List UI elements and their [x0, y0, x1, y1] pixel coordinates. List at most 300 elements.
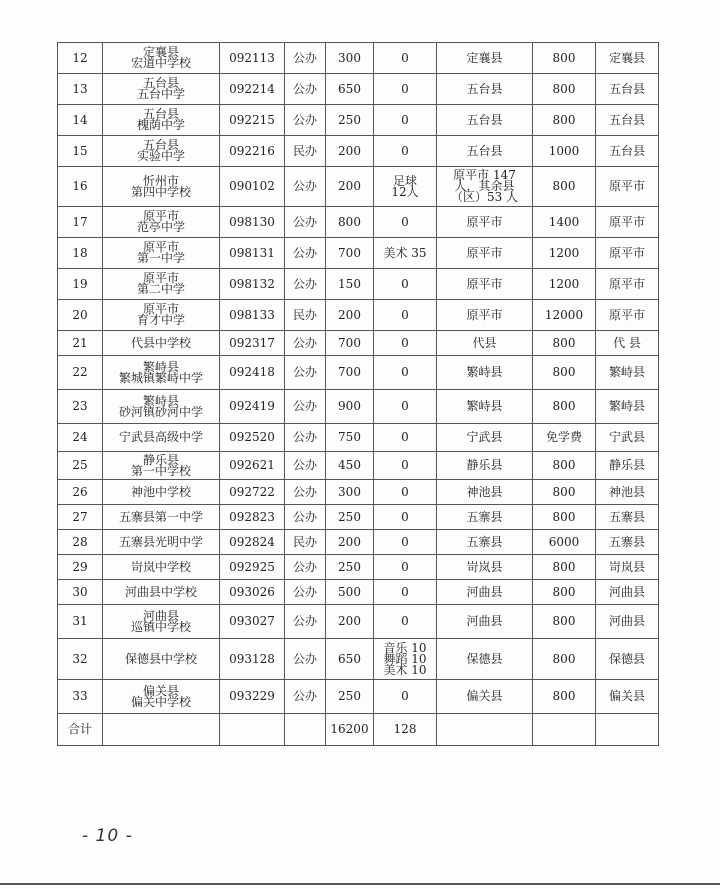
cell-line: 0 — [401, 81, 409, 96]
cell-line: 静乐县 — [466, 458, 503, 472]
cell-area — [437, 269, 533, 300]
cell-county: 原平市 — [596, 269, 659, 300]
cell-line: 0 — [401, 689, 409, 703]
cell-code: 092824 — [220, 530, 285, 555]
cell-county: 保德县 — [596, 639, 659, 680]
cell-line: 巡镇中学校 — [130, 619, 191, 634]
cell-county: 五台县 — [596, 74, 659, 105]
cell-school — [103, 136, 220, 167]
table-row — [58, 480, 659, 505]
cell-no: 17 — [58, 207, 103, 238]
cell-school — [103, 207, 220, 238]
cell-county: 宁武县 — [596, 424, 659, 452]
cell-code: 092419 — [220, 390, 285, 424]
cell-no: 31 — [58, 605, 103, 639]
cell-area — [437, 680, 533, 714]
cell-code: 098130 — [220, 207, 285, 238]
cell-line: 繁峙县 — [142, 393, 179, 408]
cell-fee: 免学费 — [533, 424, 596, 452]
cell-code: 092317 — [220, 331, 285, 356]
cell-special — [374, 639, 437, 680]
cell-line: 槐荫中学 — [136, 118, 185, 132]
cell-special — [374, 505, 437, 530]
cell-special — [374, 136, 437, 167]
cell-area — [437, 356, 533, 390]
cell-plan: 900 — [326, 390, 374, 424]
cell-fee: 800 — [533, 680, 596, 714]
cell-line: 音乐 10 — [383, 640, 427, 655]
table-row — [58, 356, 659, 390]
cell-code: 093027 — [220, 605, 285, 639]
table-row — [58, 105, 659, 136]
cell-line: 12人 — [391, 184, 419, 199]
cell-plan: 250 — [326, 555, 374, 580]
cell-school — [103, 555, 220, 580]
cell-fee: 1200 — [533, 269, 596, 300]
cell-line: 宏道中学校 — [130, 56, 191, 70]
cell-code: 092722 — [220, 480, 285, 505]
cell-special — [374, 580, 437, 605]
cell-code: 098133 — [220, 300, 285, 331]
cell-fee: 800 — [533, 105, 596, 136]
cell-line: 原平市 — [142, 209, 179, 223]
cell-fee: 800 — [533, 43, 596, 74]
cell-line: 舞蹈 10 — [383, 651, 427, 666]
bottom-rule — [0, 883, 720, 885]
cell-special — [374, 605, 437, 639]
cell-line: 宁武县高级中学 — [118, 430, 203, 444]
cell-county: 河曲县 — [596, 605, 659, 639]
cell-code: 098131 — [220, 238, 285, 269]
cell-line: 0 — [401, 458, 409, 472]
cell-line: 河曲县 — [466, 614, 503, 628]
cell-no: 21 — [58, 331, 103, 356]
cell-county: 五寨县 — [596, 530, 659, 555]
cell-school — [103, 167, 220, 207]
cell-county: 原平市 — [596, 238, 659, 269]
total-plan: 16200 — [326, 714, 374, 746]
cell-special — [374, 300, 437, 331]
cell-county: 五台县 — [596, 105, 659, 136]
cell-school — [103, 424, 220, 452]
cell-no: 32 — [58, 639, 103, 680]
cell-line: 0 — [401, 534, 409, 549]
table-row — [58, 43, 659, 74]
cell-code: 092215 — [220, 105, 285, 136]
cell-school — [103, 269, 220, 300]
cell-no: 29 — [58, 555, 103, 580]
cell-line: 砂河镇砂河中学 — [118, 404, 203, 419]
cell-type: 公办 — [285, 605, 326, 639]
table-row — [58, 207, 659, 238]
total-empty-cell — [285, 714, 326, 746]
cell-plan: 700 — [326, 356, 374, 390]
cell-line: 第一中学 — [136, 251, 185, 265]
cell-area — [437, 331, 533, 356]
table-row — [58, 300, 659, 331]
cell-special — [374, 356, 437, 390]
cell-no: 22 — [58, 356, 103, 390]
cell-school — [103, 530, 220, 555]
cell-line: （区）53 人 — [450, 190, 519, 204]
cell-type: 公办 — [285, 74, 326, 105]
cell-area — [437, 639, 533, 680]
cell-type: 公办 — [285, 505, 326, 530]
cell-type: 公办 — [285, 167, 326, 207]
cell-special — [374, 680, 437, 714]
table-row — [58, 269, 659, 300]
cell-line: 原平市 147 — [453, 168, 516, 182]
cell-no: 27 — [58, 505, 103, 530]
cell-no: 14 — [58, 105, 103, 136]
cell-area — [437, 238, 533, 269]
table-body — [58, 43, 659, 746]
cell-area — [437, 390, 533, 424]
cell-line: 美术 10 — [383, 662, 427, 677]
cell-fee: 800 — [533, 74, 596, 105]
cell-line: 偏关县 — [142, 683, 179, 698]
cell-county: 繁峙县 — [596, 356, 659, 390]
table-row — [58, 452, 659, 480]
cell-line: 美术 35 — [383, 245, 427, 260]
cell-line: 代县中学校 — [130, 335, 191, 350]
cell-line: 繁城镇繁峙中学 — [118, 370, 203, 385]
cell-type: 公办 — [285, 639, 326, 680]
cell-county: 河曲县 — [596, 580, 659, 605]
cell-line: 五台县 — [466, 143, 503, 158]
cell-type: 公办 — [285, 43, 326, 74]
cell-area — [437, 480, 533, 505]
cell-county: 繁峙县 — [596, 390, 659, 424]
cell-county: 静乐县 — [596, 452, 659, 480]
cell-plan: 200 — [326, 167, 374, 207]
cell-no: 18 — [58, 238, 103, 269]
cell-line: 0 — [401, 276, 409, 291]
cell-line: 神池中学校 — [130, 484, 191, 499]
total-empty-cell — [103, 714, 220, 746]
cell-no: 24 — [58, 424, 103, 452]
cell-code: 092216 — [220, 136, 285, 167]
table-row — [58, 390, 659, 424]
cell-special — [374, 530, 437, 555]
cell-type: 公办 — [285, 424, 326, 452]
cell-line: 0 — [401, 399, 409, 413]
cell-fee: 12000 — [533, 300, 596, 331]
cell-line: 五台中学 — [136, 87, 185, 101]
cell-school — [103, 300, 220, 331]
cell-fee: 800 — [533, 331, 596, 356]
cell-line: 第二中学 — [136, 282, 185, 296]
cell-school — [103, 480, 220, 505]
cell-school — [103, 74, 220, 105]
cell-special — [374, 452, 437, 480]
total-label: 合计 — [58, 714, 103, 746]
cell-county: 岢岚县 — [596, 555, 659, 580]
cell-school — [103, 639, 220, 680]
cell-county: 原平市 — [596, 167, 659, 207]
cell-fee: 800 — [533, 480, 596, 505]
cell-no: 23 — [58, 390, 103, 424]
table-row — [58, 580, 659, 605]
cell-county: 五台县 — [596, 136, 659, 167]
cell-plan: 200 — [326, 136, 374, 167]
cell-school — [103, 505, 220, 530]
cell-plan: 200 — [326, 300, 374, 331]
table-row — [58, 167, 659, 207]
cell-special — [374, 331, 437, 356]
cell-no: 25 — [58, 452, 103, 480]
cell-line: 繁峙县 — [466, 399, 503, 413]
cell-school — [103, 356, 220, 390]
cell-type: 公办 — [285, 555, 326, 580]
cell-line: 五台县 — [466, 81, 503, 96]
cell-area — [437, 530, 533, 555]
cell-plan: 750 — [326, 424, 374, 452]
cell-line: 0 — [401, 559, 409, 574]
cell-line: 原平市 — [466, 245, 503, 260]
cell-school — [103, 580, 220, 605]
cell-line: 足球 — [392, 173, 417, 188]
cell-line: 偏关县 — [466, 689, 503, 703]
cell-code: 098132 — [220, 269, 285, 300]
cell-fee: 1400 — [533, 207, 596, 238]
cell-special — [374, 74, 437, 105]
cell-line: 第四中学校 — [130, 184, 191, 199]
cell-plan: 250 — [326, 105, 374, 136]
cell-type: 公办 — [285, 390, 326, 424]
cell-type: 公办 — [285, 356, 326, 390]
cell-county: 原平市 — [596, 207, 659, 238]
table-row — [58, 74, 659, 105]
cell-school — [103, 605, 220, 639]
cell-area — [437, 43, 533, 74]
cell-fee: 800 — [533, 639, 596, 680]
cell-area — [437, 136, 533, 167]
cell-line: 原平市 — [466, 276, 503, 291]
cell-school — [103, 238, 220, 269]
cell-area — [437, 452, 533, 480]
cell-code: 092113 — [220, 43, 285, 74]
cell-no: 28 — [58, 530, 103, 555]
cell-school — [103, 105, 220, 136]
table-row — [58, 238, 659, 269]
total-empty-cell — [533, 714, 596, 746]
cell-special — [374, 555, 437, 580]
cell-line: 实验中学 — [136, 149, 185, 163]
cell-no: 19 — [58, 269, 103, 300]
cell-line: 五台县 — [142, 107, 179, 121]
table-row — [58, 605, 659, 639]
cell-school — [103, 680, 220, 714]
cell-no: 15 — [58, 136, 103, 167]
cell-line: 原平市 — [142, 302, 179, 316]
cell-line: 原平市 — [142, 240, 179, 254]
cell-line: 繁峙县 — [466, 365, 503, 379]
cell-plan: 200 — [326, 605, 374, 639]
cell-school — [103, 390, 220, 424]
cell-line: 0 — [401, 112, 409, 127]
cell-special — [374, 480, 437, 505]
cell-county: 代 县 — [596, 331, 659, 356]
cell-line: 人，其余县 — [454, 179, 515, 193]
cell-no: 26 — [58, 480, 103, 505]
cell-line: 0 — [401, 143, 409, 158]
cell-line: 五台县 — [466, 112, 503, 127]
cell-plan: 300 — [326, 43, 374, 74]
cell-area — [437, 207, 533, 238]
cell-school — [103, 43, 220, 74]
cell-plan: 700 — [326, 331, 374, 356]
cell-fee: 800 — [533, 505, 596, 530]
total-empty-cell — [596, 714, 659, 746]
cell-line: 静乐县 — [142, 452, 179, 467]
cell-area — [437, 167, 533, 207]
cell-line: 保德县 — [466, 651, 503, 666]
cell-line: 定襄县 — [142, 45, 179, 59]
total-special: 128 — [374, 714, 437, 746]
cell-special — [374, 167, 437, 207]
cell-plan: 250 — [326, 505, 374, 530]
cell-county: 神池县 — [596, 480, 659, 505]
cell-line: 神池县 — [466, 484, 503, 499]
cell-line: 0 — [401, 214, 409, 229]
cell-special — [374, 43, 437, 74]
cell-plan: 700 — [326, 238, 374, 269]
cell-line: 第一中学校 — [130, 463, 191, 478]
cell-no: 13 — [58, 74, 103, 105]
cell-plan: 300 — [326, 480, 374, 505]
cell-no: 30 — [58, 580, 103, 605]
cell-area — [437, 605, 533, 639]
total-empty-cell — [437, 714, 533, 746]
cell-plan: 650 — [326, 74, 374, 105]
cell-county: 五寨县 — [596, 505, 659, 530]
cell-line: 岢岚县 — [466, 559, 503, 574]
cell-line: 五寨县光明中学 — [118, 534, 203, 549]
cell-county: 原平市 — [596, 300, 659, 331]
cell-fee: 800 — [533, 390, 596, 424]
cell-county: 偏关县 — [596, 680, 659, 714]
cell-line: 0 — [401, 484, 409, 499]
cell-area — [437, 105, 533, 136]
cell-special — [374, 105, 437, 136]
cell-plan: 450 — [326, 452, 374, 480]
cell-no: 20 — [58, 300, 103, 331]
cell-line: 代县 — [472, 335, 497, 350]
cell-plan: 650 — [326, 639, 374, 680]
cell-special — [374, 207, 437, 238]
cell-line: 宁武县 — [466, 430, 503, 444]
cell-type: 公办 — [285, 680, 326, 714]
table-row — [58, 555, 659, 580]
cell-type: 民办 — [285, 530, 326, 555]
cell-type: 民办 — [285, 136, 326, 167]
table-row — [58, 505, 659, 530]
cell-special — [374, 390, 437, 424]
cell-fee: 800 — [533, 356, 596, 390]
cell-fee: 800 — [533, 605, 596, 639]
cell-code: 092214 — [220, 74, 285, 105]
cell-line: 范亭中学 — [136, 220, 185, 234]
cell-type: 公办 — [285, 331, 326, 356]
table-row — [58, 680, 659, 714]
cell-no: 33 — [58, 680, 103, 714]
cell-fee: 1200 — [533, 238, 596, 269]
cell-type: 公办 — [285, 207, 326, 238]
cell-line: 繁峙县 — [142, 359, 179, 374]
cell-fee: 800 — [533, 555, 596, 580]
total-empty-cell — [220, 714, 285, 746]
cell-line: 0 — [401, 509, 409, 524]
table-row — [58, 136, 659, 167]
cell-code: 092520 — [220, 424, 285, 452]
cell-line: 0 — [401, 335, 409, 350]
cell-code: 090102 — [220, 167, 285, 207]
cell-code: 093128 — [220, 639, 285, 680]
cell-line: 五台县 — [142, 76, 179, 90]
cell-area — [437, 505, 533, 530]
cell-code: 093229 — [220, 680, 285, 714]
cell-no: 16 — [58, 167, 103, 207]
cell-type: 公办 — [285, 480, 326, 505]
cell-county: 定襄县 — [596, 43, 659, 74]
cell-plan: 150 — [326, 269, 374, 300]
table-row — [58, 331, 659, 356]
cell-line: 河曲县中学校 — [124, 584, 197, 599]
cell-line: 0 — [401, 584, 409, 599]
cell-line: 五寨县 — [466, 509, 503, 524]
cell-code: 093026 — [220, 580, 285, 605]
cell-code: 092925 — [220, 555, 285, 580]
enrollment-table — [57, 42, 659, 746]
cell-special — [374, 424, 437, 452]
cell-area — [437, 580, 533, 605]
cell-school — [103, 452, 220, 480]
cell-line: 河曲县 — [142, 608, 179, 623]
cell-type: 公办 — [285, 105, 326, 136]
cell-line: 0 — [401, 307, 409, 322]
cell-type: 公办 — [285, 580, 326, 605]
cell-code: 092823 — [220, 505, 285, 530]
cell-special — [374, 269, 437, 300]
cell-plan: 250 — [326, 680, 374, 714]
cell-type: 民办 — [285, 300, 326, 331]
cell-line: 原平市 — [466, 214, 503, 229]
cell-line: 忻州市 — [142, 173, 179, 188]
cell-code: 092418 — [220, 356, 285, 390]
cell-no: 12 — [58, 43, 103, 74]
cell-line: 偏关中学校 — [130, 694, 191, 709]
cell-line: 定襄县 — [466, 50, 503, 65]
cell-fee: 800 — [533, 167, 596, 207]
total-row — [58, 714, 659, 746]
cell-area — [437, 300, 533, 331]
cell-fee: 1000 — [533, 136, 596, 167]
cell-line: 五寨县第一中学 — [118, 509, 203, 524]
cell-line: 原平市 — [466, 307, 503, 322]
cell-line: 原平市 — [142, 271, 179, 285]
page-number: - 10 - — [82, 826, 133, 846]
cell-line: 保德县中学校 — [124, 651, 197, 666]
cell-line: 0 — [401, 614, 409, 628]
cell-plan: 800 — [326, 207, 374, 238]
cell-school — [103, 331, 220, 356]
cell-fee: 6000 — [533, 530, 596, 555]
cell-line: 0 — [401, 430, 409, 444]
cell-line: 河曲县 — [466, 584, 503, 599]
cell-area — [437, 555, 533, 580]
cell-line: 育才中学 — [136, 313, 185, 327]
